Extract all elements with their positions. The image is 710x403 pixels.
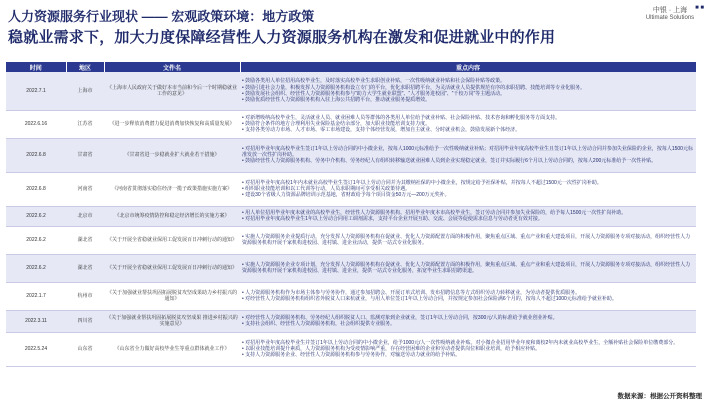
cell-time: 2022.6.2 bbox=[6, 226, 66, 254]
page-subtitle: 稳就业需求下，加大力度保障经营性人力资源服务机构在激发和促进就业中的作用 bbox=[8, 29, 556, 46]
content-bullet: • 鼓励优质经营性人力资源服务机构入驻上海公共招聘平台，推动就业服务提质增效。 bbox=[242, 96, 431, 103]
cell-region: 杭州市 bbox=[66, 282, 104, 310]
cell-region: 北京市 bbox=[66, 206, 104, 226]
cell-file: 《关于加强就业帮扶巩固拓展脱贫攻坚成果助力乡村振兴的通知》 bbox=[104, 282, 240, 310]
content-bullet: • 对经营性人力资源服务机构组织省外脱贫人口来杭就业，与用人单位签订1年以上劳动合同，并按规定参加社会保险满6个月的，按每人不超过1000元标准给予就业补助。 bbox=[242, 296, 617, 302]
content-bullet: • 鼓励发展社会组织、经营性人力资源服务机构参与“助力大学生就业联盟”、“人才服务进校园”、“千校万岗”等主题活动。 bbox=[242, 90, 506, 97]
logo-mark-icon: ■ ■ bbox=[695, 5, 704, 11]
table-body bbox=[6, 72, 696, 366]
cell-time: 2022.6.8 bbox=[6, 172, 66, 206]
cell-region: 河南省 bbox=[66, 172, 104, 206]
table-row bbox=[6, 282, 696, 310]
policy-table-container bbox=[6, 62, 696, 367]
content-bullet: • 鼓励符合条件的地方合理利用失业保险基金结余部分，加大职业技能培训支持力度。 bbox=[242, 120, 431, 127]
content-bullet: • 对经营性人力资源服务机构、劳务经纪人组织脱贫人口、监测对象到企业就业，签订1年以上劳动合同，按300元/人的标准给予就业创业补贴。 bbox=[242, 314, 558, 321]
cell-time: 2022.6.2 bbox=[6, 206, 66, 226]
page-title: 人力资源服务行业现状 —— 宏观政策环境：地方政策 bbox=[8, 9, 315, 24]
header-region: 地区 bbox=[66, 62, 104, 72]
cell-content bbox=[240, 206, 696, 226]
data-source: 数据来源：根据公开资料整理 bbox=[617, 393, 702, 400]
cell-time: 2022.6.16 bbox=[6, 110, 66, 138]
table-row bbox=[6, 310, 696, 332]
cell-file: 《山东省全力做好高校毕业生等重点群体就业工作》 bbox=[104, 332, 240, 366]
content-bullet: • 鼓励经营性人力资源服务机构、劳务中介机构、劳务经纪人有组织转移输送就业困难人员到企业实现稳定就业，签订并实际履行6个月以上劳动合同的，按每人200元标准给予一次性补贴。 bbox=[242, 158, 657, 165]
logo-cn: 中银 · 上海 bbox=[652, 7, 688, 14]
table-row bbox=[6, 138, 696, 172]
cell-file: 《甘肃省进一步稳就业扩大就业若干措施》 bbox=[104, 138, 240, 172]
content-bullet: • 对新增吸纳高校毕业生，灵活就业人员、就业困难人员等群体的各类用人单位给予就业补贴、社会保险补贴、技术咨询和孵化服务等方面支持。 bbox=[242, 114, 561, 121]
table-row bbox=[6, 226, 696, 254]
cell-region: 四川省 bbox=[66, 310, 104, 332]
cell-time: 2022.6.8 bbox=[6, 138, 66, 172]
cell-content bbox=[240, 310, 696, 332]
cell-time: 2022.1.7 bbox=[6, 282, 66, 310]
cell-time: 2022.3.11 bbox=[6, 310, 66, 332]
content-bullet: • 组织职业技能培训和以工代训等行动，人员求职期间可享受相关政策待遇。 bbox=[242, 185, 411, 192]
table-row bbox=[6, 254, 696, 282]
content-bullet: • 支持人力资源服务企业、经营性人力资源服务机构参与劳务协作，对输送劳动力就业的给予补贴。 bbox=[242, 352, 461, 359]
cell-file: 《北京市统筹疫情防控和稳定经济增长的实施方案》 bbox=[104, 206, 240, 226]
cell-region: 山东省 bbox=[66, 332, 104, 366]
cell-region: 江苏省 bbox=[66, 110, 104, 138]
table-row bbox=[6, 110, 696, 138]
cell-region: 湖北省 bbox=[66, 226, 104, 254]
content-bullet: • 对招用毕业年度高校1年内未就业高校毕业生签订1年以上劳动合同并为其缴纳社保的中小微企业，按规定给予社保补贴，并按每人不超过1500元一次性扩岗补助。 bbox=[242, 179, 602, 186]
cell-file: 《关于开展全省稳就业保用工促发展百日冲刺行动的通知》 bbox=[104, 254, 240, 282]
cell-content bbox=[240, 172, 696, 206]
cell-file: 《进一步释放消费潜力促进消费加快恢复和高质量发展》 bbox=[104, 110, 240, 138]
content-bullet: • 人力资源服务机构作为市场主体参与劳务协作，通过参加招聘会、开展订单式培训、发布招聘信息等方式组织劳动力转移就业，为劳动者提供优质服务。 bbox=[242, 289, 581, 296]
table-row bbox=[6, 72, 696, 110]
table-row bbox=[6, 332, 696, 366]
content-bullet: • 对招用毕业年度高校毕业生并签订1年以上劳动合同的中小微企业，给予1000元/人一次性吸纳就业补贴。对小微企业招用毕业年度和离校2年内未就业高校毕业生，全额补贴社会保险单位缴费部分。 bbox=[242, 339, 679, 346]
cell-region: 湖北省 bbox=[66, 254, 104, 282]
cell-region: 甘肃省 bbox=[66, 138, 104, 172]
cell-time: 2022.5.24 bbox=[6, 332, 66, 366]
brand-logo bbox=[638, 5, 702, 21]
cell-content bbox=[240, 254, 696, 282]
table-row bbox=[6, 172, 696, 206]
cell-content bbox=[240, 138, 696, 172]
cell-time: 2022.6.2 bbox=[6, 254, 66, 282]
content-bullet: • 对招用毕业年度高校毕业生1年以上劳动合同用工调剂需求，支持平台企业开展互助、交流、会展等促使需求信息与劳动者更有效对接。 bbox=[242, 216, 543, 222]
content-bullet: • 建设30个省级人力资源品牌培训示范基地，省财政给予每个项目资金50万元—200万元奖补。 bbox=[242, 192, 450, 199]
content-bullet: • 支持各类劳动力市场、人才市场、零工市场建设，支持个体经营发展，增加自主就业、分时就业机会，鼓励发展新个体经济。 bbox=[242, 127, 521, 134]
content-bullet: • 用人单位招用毕业年度未就业的高校毕业生，经营性人力资源服务机构、招用毕业年度本市高校毕业生，签订劳动合同并参加失业保险的，给予每人1500元一次性扩岗补助。 bbox=[242, 209, 627, 216]
content-bullet: • 鼓励各类用人单位招用高校毕业生，及时落实高校毕业生求职创业补贴，一次性吸纳就业补贴和社会保险补贴等政策。 bbox=[242, 78, 506, 85]
header-content: 重点内容 bbox=[240, 62, 696, 72]
cell-file: 《上海市人民政府关于做好本市当前和今后一个时期稳就业工作的意见》 bbox=[104, 72, 240, 110]
table-row bbox=[6, 206, 696, 226]
content-bullet: • 以职业技能培训提升素质，人力资源服务机构为受疫情影响严重，存在经营困难的企业和劳动者提供岗位和职业培训，给予相应补贴。 bbox=[242, 345, 541, 352]
cell-content bbox=[240, 332, 696, 366]
table-header-row bbox=[6, 62, 696, 72]
cell-time: 2022.7.1 bbox=[6, 72, 66, 110]
header-file: 文件名 bbox=[104, 62, 240, 72]
policy-table bbox=[6, 62, 697, 367]
cell-file: 《关于开展全省稳就业保用工促发展百日冲刺行动的通知》 bbox=[104, 226, 240, 254]
content-bullet: • 鼓励引进社会力量，积极发挥人力资源服务机构设立专门的平台，优化求职招聘平台，为灵活就业人员提供规范有序的求职招聘、技能培训等专业化服务。 bbox=[242, 84, 586, 91]
content-bullet: • 支持社会组织、经营性人力资源服务机构，社会组织提供专业服务。 bbox=[242, 321, 396, 327]
content-bullet: • 实施人力资源服务企业专项计划，充分发挥人力资源服务机构在促就业、优化人力资源配置方面的积极作用，聚焦重点区域、重点产业和重大建设项目，开展人力资源服务专项对接活动，组织经营性人力资源服务机构开展千家机构进校园、进村镇、进企业，提供一站式专业化服务，拓宽毕业生求职招聘渠道。 bbox=[242, 261, 691, 274]
header-time: 时间 bbox=[6, 62, 66, 72]
cell-content bbox=[240, 282, 696, 310]
cell-content bbox=[240, 72, 696, 110]
content-bullet: • 对招用毕业年度高校毕业生签订1年以上劳动合同的中小微企业，按每人1000元标准给予一次性吸纳就业补贴；对招用毕业年度高校毕业生且签订1年以上劳动合同并参加失业保险的企业，按每人1500元标准发放一次性扩岗补助。 bbox=[242, 145, 693, 158]
cell-region: 上海市 bbox=[66, 72, 104, 110]
cell-content bbox=[240, 226, 696, 254]
cell-file: 《河南省贯彻落实稳住经济一揽子政策措施实施方案》 bbox=[104, 172, 240, 206]
cell-file: 《关于加强就业帮扶巩固拓展脱贫攻坚成果 推进乡村振兴的实施意见》 bbox=[104, 310, 240, 332]
content-bullet: • 实施人力资源服务企业提质行动，充分发挥人力资源服务机构在促就业、优化人力资源配置方面的积极作用，聚焦重点区域、重点产业和重大建设项目，开展人力资源服务专项对接活动，组织经营性人力资源服务机构开展千家机构进校园、进村镇、进企业活动，提供一站式专业化服务。 bbox=[242, 233, 691, 246]
cell-content bbox=[240, 110, 696, 138]
logo-en: Ultimate Solutions bbox=[645, 15, 695, 21]
